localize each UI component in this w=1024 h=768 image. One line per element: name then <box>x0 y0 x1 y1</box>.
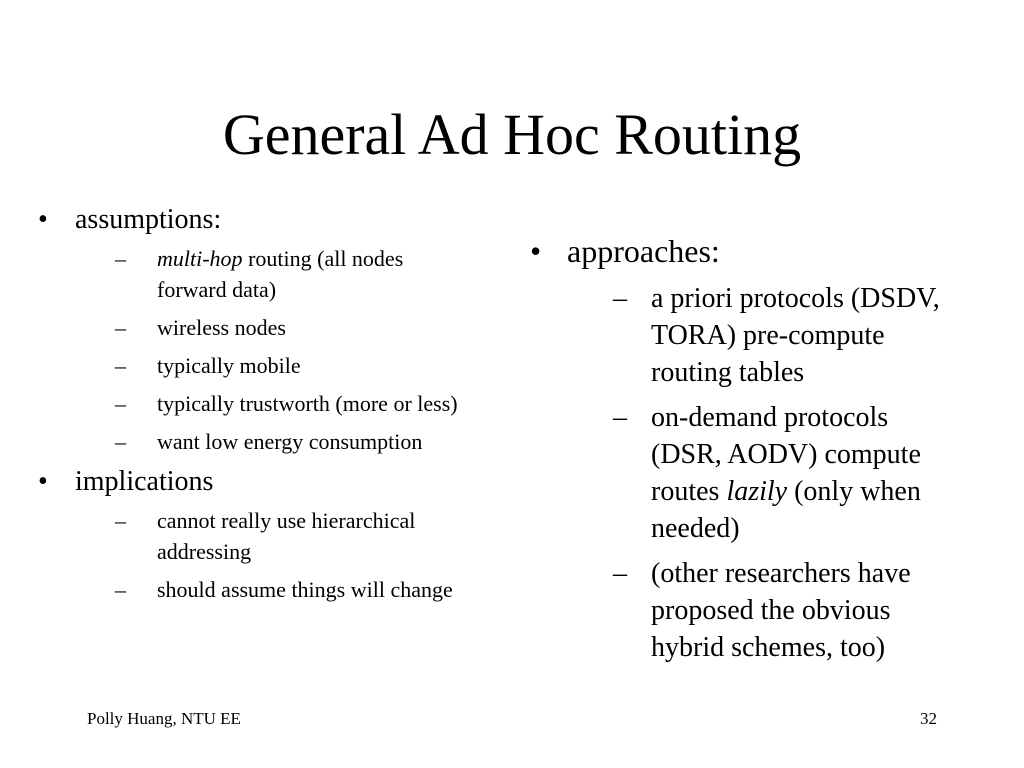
left-column <box>38 203 478 613</box>
bullet-label: implications <box>75 466 214 497</box>
dash-icon: – <box>115 353 126 378</box>
bullet-icon: • <box>38 466 48 497</box>
sub-item-italic: multi-hop <box>157 246 243 271</box>
sub-item-italic: lazily <box>726 476 788 507</box>
dash-icon: – <box>613 402 627 433</box>
bullet-approaches <box>530 232 950 666</box>
right-column <box>530 232 950 674</box>
dash-icon: – <box>115 508 126 533</box>
bullet-icon: • <box>38 204 48 235</box>
bullet-implications <box>38 465 478 605</box>
sub-item <box>613 280 950 391</box>
sub-item <box>613 555 950 666</box>
bullet-assumptions <box>38 203 478 457</box>
footer-page-number: 32 <box>920 709 937 728</box>
sub-item <box>115 388 478 419</box>
sub-item <box>115 312 478 343</box>
sub-item <box>115 350 478 381</box>
sub-item-text: (other researchers have proposed the obvious hybrid schemes, too) <box>651 558 911 663</box>
sub-item-text-after: (only when needed) <box>651 476 921 544</box>
bullet-icon: • <box>530 233 542 269</box>
sub-item-text: routing (all nodes forward data) <box>157 246 404 302</box>
sub-item-text: on-demand protocols (DSR, AODV) compute routes <box>651 402 921 507</box>
dash-icon: – <box>613 283 627 314</box>
sub-list-implications <box>115 505 478 605</box>
sub-item-text: a priori protocols (DSDV, TORA) pre-compute routing tables <box>651 283 940 388</box>
sub-list-approaches <box>613 280 950 666</box>
sub-list-assumptions <box>115 243 478 457</box>
sub-item-text: typically trustworth (more or less) <box>157 391 458 416</box>
sub-item-text: wireless nodes <box>157 315 286 340</box>
slide-title: General Ad Hoc Routing <box>222 102 802 167</box>
sub-item <box>115 505 478 567</box>
footer-author: Polly Huang, NTU EE <box>87 709 241 728</box>
dash-icon: – <box>115 577 126 602</box>
sub-item-text: should assume things will change <box>157 577 453 602</box>
dash-icon: – <box>613 558 627 589</box>
sub-item <box>115 243 478 305</box>
sub-item <box>613 399 950 547</box>
sub-item-text: cannot really use hierarchical addressing <box>157 508 416 564</box>
sub-item-text: want low energy consumption <box>157 429 423 454</box>
sub-item-text: typically mobile <box>157 353 301 378</box>
dash-icon: – <box>115 246 126 271</box>
dash-icon: – <box>115 315 126 340</box>
dash-icon: – <box>115 391 126 416</box>
sub-item <box>115 426 478 457</box>
dash-icon: – <box>115 429 126 454</box>
bullet-label: assumptions: <box>75 204 222 235</box>
sub-item <box>115 574 478 605</box>
bullet-label: approaches: <box>567 233 720 269</box>
